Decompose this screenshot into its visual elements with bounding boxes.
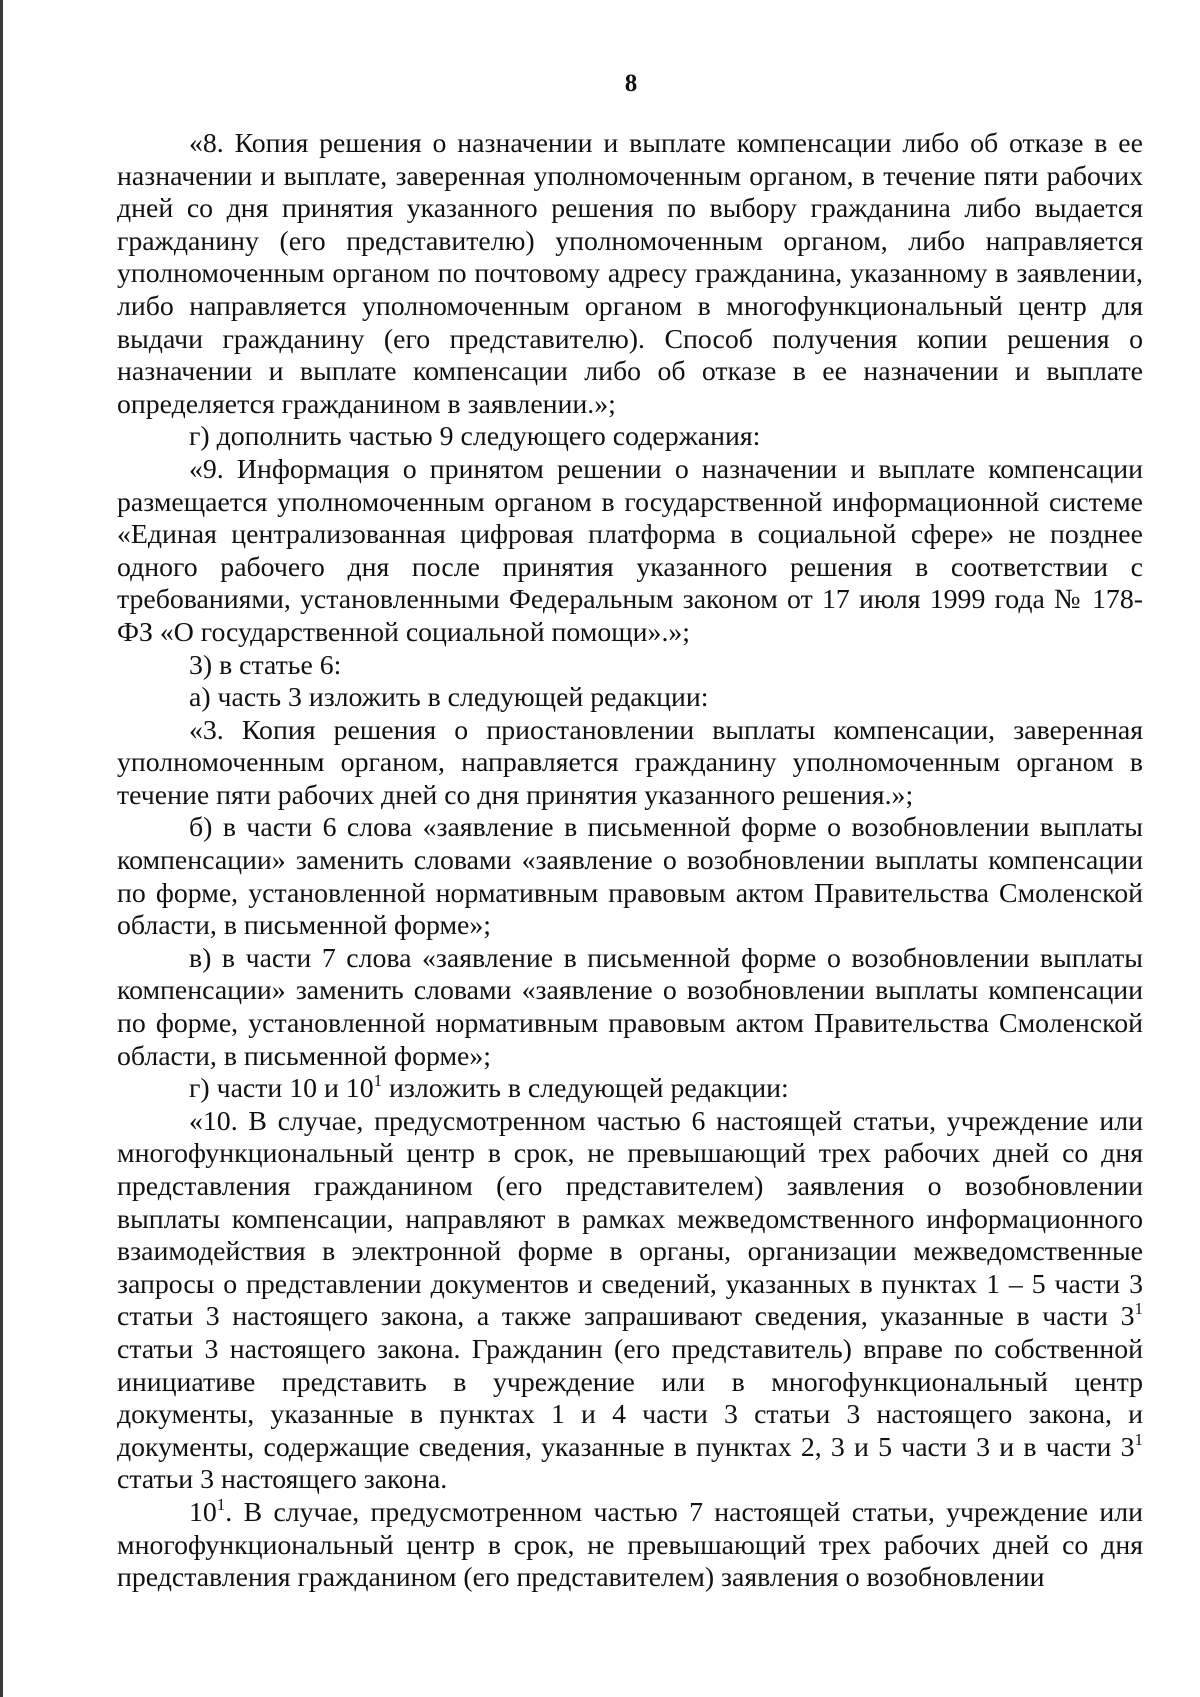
page-number: 8: [624, 70, 638, 97]
paragraph-amendment-a: а) часть 3 изложить в следующей редакции:: [189, 682, 709, 714]
superscript: 1: [1134, 1429, 1143, 1449]
superscript: 1: [1134, 1299, 1143, 1319]
text-span: . В случае, предусмотренном частью 7 настоящей статьи, учреждение или многофункциональный центр в срок, не превышающий трех рабочих дней со дня представления гражданином (его представителем) заявления о возобновлении: [117, 1496, 1143, 1594]
text-span: г) части 10 и 10: [189, 1073, 374, 1105]
paragraph-amendment-g: г) дополнить частью 9 следующего содержания:: [189, 421, 761, 453]
text-span: изложить в следующей редакции:: [382, 1073, 789, 1105]
paragraph-part10-1: [117, 1494, 1143, 1595]
scan-edge-line: [0, 0, 3, 1697]
paragraph-part3: «3. Копия решения о приостановлении выплаты компенсации, заверенная уполномоченным органом, направляется гражданину уполномоченным органом в течение пяти рабочих дней со дня принятия указанного решения.»;: [117, 714, 1143, 811]
paragraph-item3: 3) в статье 6:: [189, 649, 342, 681]
paragraph-part8: «8. Копия решения о назначении и выплате компенсации либо об отказе в ее назначении и выплате, заверенная уполномоченным органом, в течение пяти рабочих дней со дня принятия указанного решения по выбору гражданина либо выдается гражданину (его представителю) уполномоченным органом, либо направляется уполномоченным органом по почтовому адресу гражданина, указанному в заявлении, либо направляется уполномоченным органом в многофункциональный центр для выдачи гражданину (его представителю). Способ получения копии решения о назначении и выплате компенсации либо об отказе в ее назначении и выплате определяется гражданином в заявлении.»;: [117, 128, 1143, 420]
paragraph-part9: «9. Информация о принятом решении о назначении и выплате компенсации размещается уполномоченным органом в государственной информационной системе «Единая централизованная цифровая платформа в социальной сфере» не позднее одного рабочего дня после принятия указанного решения в соответствии с требованиями, установленными Федеральным законом от 17 июля 1999 года № 178-ФЗ «О государственной социальной помощи».»;: [117, 453, 1143, 648]
text-span: 10: [189, 1496, 217, 1528]
text-span: статьи 3 настоящего закона. Гражданин (его представитель) вправе по собственной инициативе представить в учреждение или в многофункциональный центр документы, указанные в пунктах 1 и 4 части 3 статьи 3 настоящего закона, и документы, содержащие сведения, указанные в пунктах 2, 3 и 5 части 3 и в части 3: [117, 1333, 1143, 1463]
paragraph-part10: [117, 1106, 1143, 1497]
superscript: 1: [373, 1071, 383, 1091]
paragraph-amendment-v: в) в части 7 слова «заявление в письменной форме о возобновлении выплаты компенсации» заменить словами «заявление о возобновлении выплаты компенсации по форме, установленной нормативным правовым актом Правительства Смоленской области, в письменной форме»;: [117, 942, 1143, 1072]
document-body: [117, 128, 1143, 1595]
paragraph-amendment-g2: [117, 1073, 1143, 1106]
text-span: «10. В случае, предусмотренном частью 6 настоящей статьи, учреждение или многофункциональный центр в срок, не превышающий трех рабочих дней со дня представления гражданином (его представителем) заявления о возобновлении выплаты компенсации, направляют в рамках межведомственного информационного взаимодействия в электронной форме в органы, организации межведомственные запросы о представлении документов и сведений, указанных в пунктах 1 – 5 части 3 статьи 3 настоящего закона, а также запрашивают сведения, указанные в части 3: [117, 1105, 1143, 1333]
superscript: 1: [216, 1494, 226, 1514]
paragraph-amendment-b: б) в части 6 слова «заявление в письменной форме о возобновлении выплаты компенсации» заменить словами «заявление о возобновлении выплаты компенсации по форме, установленной нормативным правовым актом Правительства Смоленской области, в письменной форме»;: [117, 812, 1143, 942]
text-span: статьи 3 настоящего закона.: [117, 1464, 448, 1496]
